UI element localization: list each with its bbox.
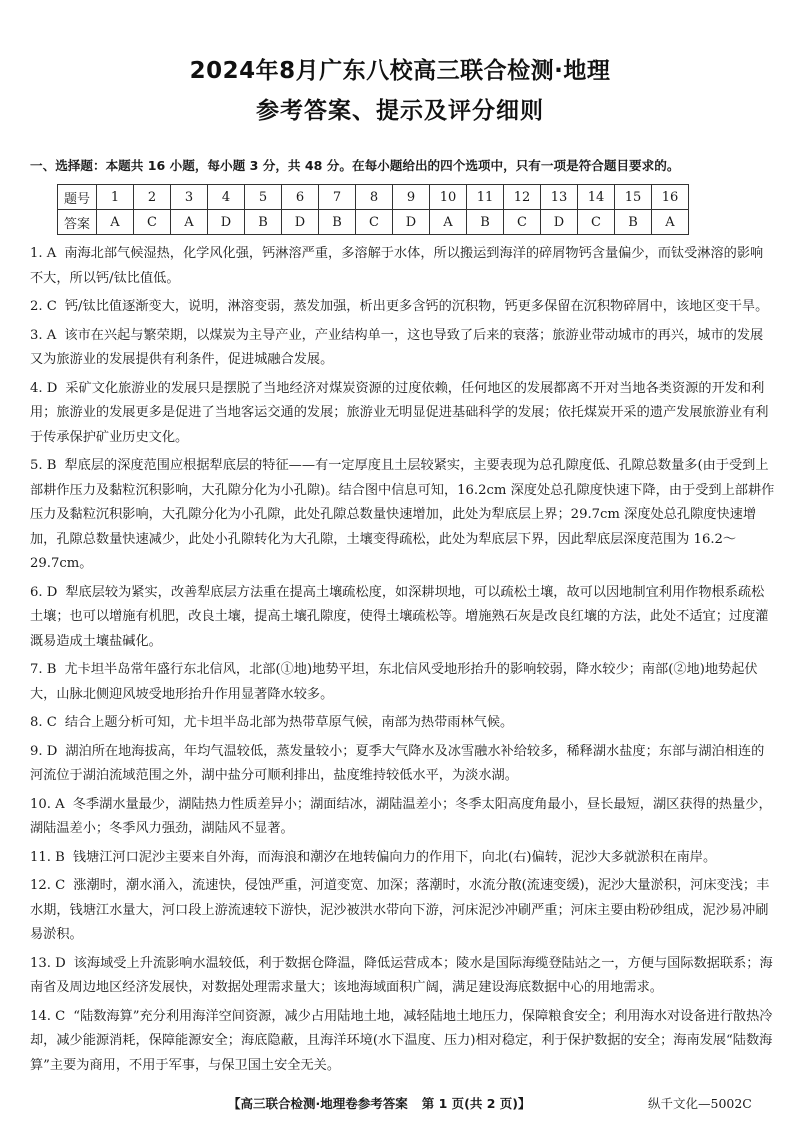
explanation-item	[30, 295, 775, 320]
item-number: 3. A	[30, 327, 57, 343]
item-number: 14. C	[30, 1008, 66, 1024]
item-text: 钱塘江河口泥沙主要来自外海，而海浪和潮汐在地转偏向力的作用下，向北(右)偏转，泥沙大多就淤积在南岸。	[72, 849, 717, 865]
item-text: “陆数海算”充分利用海洋空间资源，减少占用陆地土地，减轻陆地土地压力，保障粮食安全；利用海水对设备进行散热冷却，减少能源消耗，保障能源安全；海底隐蔽，且海洋环境(水下温度、压力)相对稳定，利于保护数据的安全；海南发展“陆数海算”主要为商用，不用于军事，与保卫国土安全无关。	[30, 1008, 773, 1073]
answer-cell: B	[245, 210, 282, 235]
item-number: 10. A	[30, 796, 65, 812]
answer-cell: C	[356, 210, 393, 235]
question-number: 5	[245, 185, 282, 210]
row-label-answer: 答案	[58, 210, 97, 235]
item-text: 犁底层的深度范围应根据犁底层的特征——有一定厚度且土层较紧实，主要表现为总孔隙度低、孔隙总数量多(由于受到上部耕作压力及黏粒沉积影响，大孔隙分化为小孔隙)。结合图中信息可知，16.2cm 深度处总孔隙度快速下降，由于受到上部耕作压力及黏粒沉积影响，大孔隙分化为小孔隙，此处孔隙总数量快速增加，此处为犁底层上界；29.7cm 深度处总孔隙度快速增加，孔隙总数量快速减少，此处小孔隙转化为大孔隙，土壤变得疏松，此处为犁底层下界，因此犁底层深度范围为 16.2～29.7cm。	[30, 458, 775, 571]
question-number: 16	[652, 185, 689, 210]
item-number: 9. D	[30, 743, 58, 759]
question-number: 7	[319, 185, 356, 210]
answer-cell: A	[430, 210, 467, 235]
item-number: 7. B	[30, 662, 57, 677]
item-number: 4. D	[30, 380, 58, 396]
answer-cell: D	[393, 210, 430, 235]
answer-cell: C	[134, 210, 171, 235]
item-number: 5. B	[30, 458, 57, 473]
question-number: 15	[615, 185, 652, 210]
question-number: 4	[208, 185, 245, 210]
item-text: 涨潮时，潮水涌入，流速快，侵蚀严重，河道变宽、加深；落潮时，水流分散(流速变缓)，泥沙大量淤积，河床变浅；丰水期，钱塘江水量大，河口段上游流速较下游快，泥沙被洪水带向下游，河床泥沙冲刷严重；河床主要由粉砂组成，泥沙易冲刷易淤积。	[30, 878, 770, 942]
explanation-item	[30, 377, 775, 451]
item-number: 11. B	[30, 849, 65, 865]
item-text: 犁底层较为紧实，改善犁底层方法重在提高土壤疏松度，如深耕坝地，可以疏松土壤，故可以因地制宜利用作物根系疏松土壤；也可以增施有机肥，改良土壤，提高土壤孔隙度，使得土壤疏松等。增施熟石灰是改良红壤的方法，此处不适宜；过度灌溉易造成土壤盐碱化。	[30, 584, 769, 649]
footer-page-number: 第 1 页(共 2 页)】	[421, 1096, 531, 1111]
item-text: 尤卡坦半岛常年盛行东北信风，北部(①地)地势平坦，东北信风受地形抬升的影响较弱，降水较少；南部(②地)地势起伏大，山脉北侧迎风坡受地形抬升作用显著降水较多。	[30, 662, 758, 702]
answer-cell: D	[208, 210, 245, 235]
item-number: 2. C	[30, 299, 57, 314]
question-number: 14	[578, 185, 615, 210]
item-number: 6. D	[30, 584, 58, 600]
explanation-item	[30, 242, 775, 291]
answer-cell: A	[171, 210, 208, 235]
explanation-item	[30, 581, 775, 655]
explanation-item	[30, 846, 775, 871]
explanation-item	[30, 740, 775, 789]
question-number: 1	[97, 185, 134, 210]
answer-cell: B	[467, 210, 504, 235]
answer-cell: A	[652, 210, 689, 235]
footer-exam-name: 【高三联合检测·地理卷参考答案	[228, 1096, 408, 1111]
answer-cell: C	[504, 210, 541, 235]
item-text: 南海北部气候湿热，化学风化强，钙淋溶严重，多溶解于水体，所以搬运到海洋的碎屑物钙含量偏少，而钛受淋溶的影响不大，所以钙/钛比值低。	[30, 246, 764, 286]
section-heading: 一、选择题：本题共 16 小题，每小题 3 分，共 48 分。在每小题给出的四个选项中，只有一项是符合题目要求的。	[30, 158, 680, 173]
item-text: 结合上题分析可知，尤卡坦半岛北部为热带草原气候，南部为热带雨林气候。	[64, 715, 514, 730]
question-number: 12	[504, 185, 541, 210]
footer-title	[228, 1094, 530, 1112]
item-text: 该海域受上升流影响水温较低，利于数据仓降温，降低运营成本；陵水是国际海缆登陆站之一，方便与国际数据联系；海南省及周边地区经济发展快，对数据处理需求量大；该地海域面积广阔，满足建设海底数据中心的用地需求。	[30, 955, 773, 995]
item-text: 采矿文化旅游业的发展只是摆脱了当地经济对煤炭资源的过度依赖，任何地区的发展都离不开对当地各类资源的开发和利用；旅游业的发展更多是促进了当地客运交通的发展；旅游业无明显促进基础科学的发展；依托煤炭开采的遗产发展旅游业有利于传承保护矿业历史文化。	[30, 380, 769, 445]
answer-cell: B	[319, 210, 356, 235]
item-text: 该市在兴起与繁荣期，以煤炭为主导产业，产业结构单一，这也导致了后来的衰落；旅游业带动城市的再兴，城市的发展又为旅游业的发展提供有利条件，促进城融合发展。	[30, 327, 764, 367]
answer-table	[57, 184, 689, 235]
question-number: 13	[541, 185, 578, 210]
item-text: 冬季湖水量最少，湖陆热力性质差异小；湖面结冰，湖陆温差小；冬季太阳高度角最小，昼长最短，湖区获得的热量少，湖陆温差小；冬季风力强劲，湖陆风不显著。	[30, 796, 772, 836]
answer-table-number-row	[58, 185, 689, 210]
question-number: 11	[467, 185, 504, 210]
item-number: 8. C	[30, 715, 57, 730]
question-number: 9	[393, 185, 430, 210]
document-title: 2024年8月广东八校高三联合检测·地理	[189, 58, 611, 84]
item-number: 12. C	[30, 878, 66, 893]
explanation-item	[30, 952, 775, 1001]
explanation-item	[30, 658, 775, 707]
question-number: 10	[430, 185, 467, 210]
row-label-question-number: 题号	[58, 185, 97, 210]
item-number: 1. A	[30, 246, 57, 261]
answer-cell: D	[282, 210, 319, 235]
answer-cell: A	[97, 210, 134, 235]
answer-cell: C	[578, 210, 615, 235]
document-subtitle: 参考答案、提示及评分细则	[256, 98, 544, 124]
explanation-item	[30, 711, 775, 736]
answer-cell: B	[615, 210, 652, 235]
item-text: 湖泊所在地海拔高，年均气温较低，蒸发量较小；夏季大气降水及冰雪融水补给较多，稀释湖水盐度；东部与湖泊相连的河流位于湖泊流域范围之外，湖中盐分可顺利排出，盐度维持较低水平，为淡水湖。	[30, 743, 765, 783]
explanation-item	[30, 793, 775, 842]
explanation-item	[30, 324, 775, 373]
question-number: 6	[282, 185, 319, 210]
answer-cell: D	[541, 210, 578, 235]
explanation-item	[30, 1005, 775, 1079]
question-number: 2	[134, 185, 171, 210]
item-number: 13. D	[30, 955, 66, 971]
explanation-item	[30, 874, 775, 948]
explanation-item	[30, 454, 775, 577]
footer-code: 纵千文化—5002C	[648, 1096, 752, 1111]
explanation-list	[30, 242, 775, 1082]
item-text: 钙/钛比值逐渐变大，说明，淋溶变弱，蒸发加强，析出更多含钙的沉积物，钙更多保留在沉积物碎屑中，该地区变干旱。	[64, 299, 769, 314]
question-number: 3	[171, 185, 208, 210]
answer-table-answer-row	[58, 210, 689, 235]
question-number: 8	[356, 185, 393, 210]
